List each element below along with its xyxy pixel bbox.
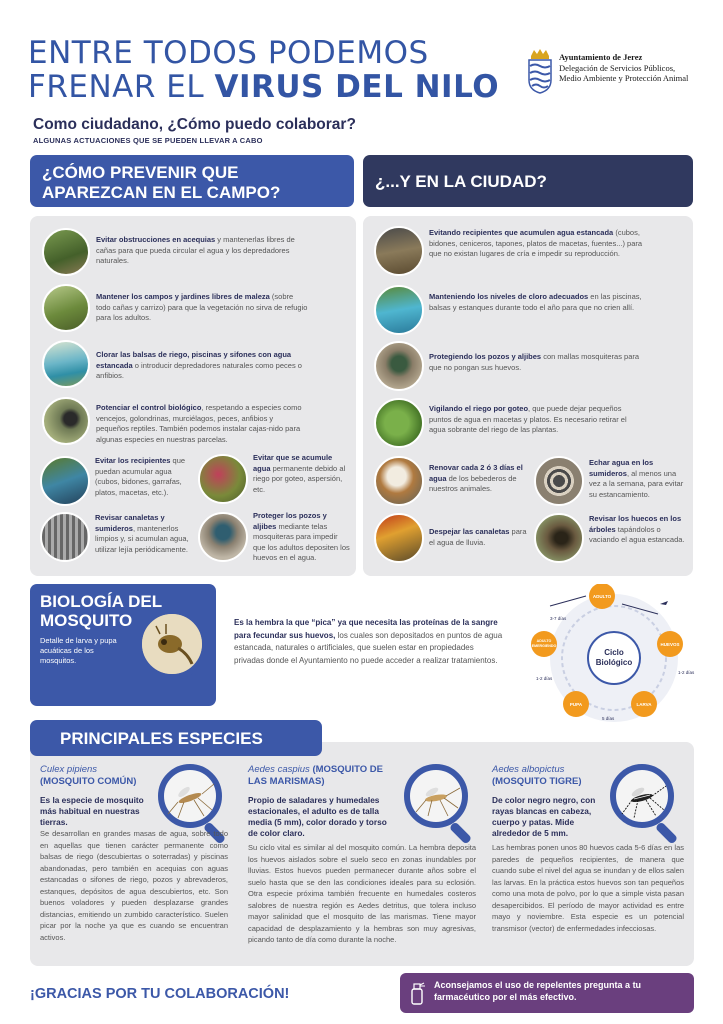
org-dept-line-2: Medio Ambiente y Protección Animal <box>559 73 689 83</box>
city-item-bold: Renovar cada 2 ó 3 días el agua <box>429 463 523 483</box>
prevent-item-text: (sobre todo cañas y carrizo) para que la vegetación no sirva de refugio para los adultos. <box>96 292 308 322</box>
prevent-item-bold: Evitar los recipientes <box>95 456 171 465</box>
sprinkler-photo <box>198 454 248 504</box>
spray-bottle-icon <box>408 981 426 1005</box>
repellent-advice: Aconsejamos el uso de repelentes pregunta a tu farmacéutico por el más efectivo. <box>400 973 694 1013</box>
city-item-bold: Echar agua en los sumideros <box>589 458 654 478</box>
biology-text-bold: Es la hembra la que “pica” ya que necesita las proteínas de la sangre para fecundar sus huevos, <box>234 618 498 640</box>
city-item-text: con mallas mosquiteras para que no pongan sus huevos. <box>429 352 640 372</box>
pool-photo <box>42 340 90 388</box>
title-highlight: VIRUS DEL NILO <box>214 69 500 105</box>
species-heading: PRINCIPALES ESPECIES <box>30 720 322 756</box>
stage-label-eggs: HUEVOS <box>660 642 680 647</box>
albopictus-latin: Aedes albopictus <box>492 764 565 775</box>
stage-label-adult: ADULTO <box>592 594 612 599</box>
biology-text <box>234 617 504 667</box>
life-cycle-diagram <box>510 584 700 726</box>
albopictus-lead: De color negro negro, con rayas blancas en cabeza, cuerpo y patas. Mide alrededor de 5 mm. <box>492 795 596 838</box>
cycle-duration-1: 3-7 días <box>550 616 567 621</box>
bird-photo <box>42 397 90 445</box>
cycle-title-line-1: Ciclo <box>604 648 624 657</box>
culex-magnifier-icon <box>158 764 222 828</box>
prevent-item <box>253 511 351 564</box>
larva-magnifier-icon <box>136 608 208 680</box>
city-item-bold: Despejar las canaletas <box>429 527 510 536</box>
prevent-item <box>95 456 193 498</box>
city-item-bold: Manteniendo los niveles de cloro adecuados <box>429 292 589 301</box>
cycle-duration-2: 1-2 días <box>678 670 695 675</box>
caspius-latin: Aedes caspius <box>248 764 310 775</box>
collaborate-question: Como ciudadano, ¿Cómo puedo colaborar? <box>33 116 356 133</box>
city-item-bold: Vigilando el riego por goteo <box>429 404 529 413</box>
stage-adult <box>589 584 615 609</box>
culex-lead: Es la especie de mosquito más habitual en nuestras tierras. <box>40 795 144 827</box>
larva-pupa-icon <box>142 614 202 674</box>
prevent-item-bold: Potenciar el control biológico <box>96 403 202 412</box>
caspius-mosquito-icon <box>410 770 462 822</box>
prevent-item <box>96 403 308 445</box>
bucket-photo <box>374 226 424 276</box>
caspius-magnifier-icon <box>404 764 468 828</box>
prevent-item <box>96 235 308 267</box>
prevent-item <box>96 350 308 382</box>
city-item <box>429 527 529 548</box>
stage-larva <box>631 691 657 717</box>
prevent-item <box>96 292 308 324</box>
caspius-name <box>248 764 388 788</box>
thanks-message: ¡GRACIAS POR TU COLABORACIÓN! <box>30 986 290 1002</box>
prevent-item <box>253 453 351 495</box>
cycle-title-line-2: Biológico <box>595 658 633 667</box>
prevent-item-bold: Evitar obstrucciones en acequias <box>96 235 216 244</box>
title-line-2-prefix: FRENAR EL <box>28 69 215 105</box>
prevent-item-bold: Clorar las balsas de riego, piscinas y sifones con agua estancada <box>96 350 292 370</box>
biology-caption: Detalle de larva y pupa acuáticas de los mosquitos. <box>40 636 117 665</box>
biology-title: BIOLOGÍA DEL MOSQUITO <box>40 592 162 630</box>
cycle-duration-3: 5 días <box>602 716 615 721</box>
culex-name <box>40 764 170 788</box>
title-line-1: ENTRE TODOS PODEMOS <box>28 35 429 71</box>
culex-latin: Culex pipiens <box>40 764 98 775</box>
culex-common-name: (MOSQUITO COMÚN) <box>40 776 137 787</box>
stage-adult-emerging <box>531 631 557 657</box>
prevent-item-text: mediante telas mosquiteras para impedir que los adultos depositen los huevos en el agua. <box>253 521 350 562</box>
title-line-2 <box>28 70 528 104</box>
stage-label-emerging-2: EMERGIENDO <box>531 644 557 648</box>
caspius-description: Su ciclo vital es similar al del mosquito común. La hembra deposita los huevos aislados sobre el suelo seco en zonas inundables por lluvias. Estos huevos pueden permanecer durante años sobre el suelo hasta que se den las condiciones ideales para su eclosión. Otra especie próxima también frecuente en humedales costeros salobres de nuestra región es Aedes detritus, que tolera incluso mayor salinidad que el mosquito de las marismas. Tiene mayor capacidad de desplazamiento y la hembras son muy agresivas, picando tanto de día como durante la noche. <box>248 843 476 944</box>
city-item <box>429 463 529 495</box>
culex-mosquito-icon <box>164 770 216 822</box>
city-item-text: , que puede dejar pequeños puntos de agua en macetas y platos. Es necesario retirar el agua sobrante del riego de las plantas. <box>429 404 627 434</box>
city-item-bold: Protegiendo los pozos y aljibes <box>429 352 542 361</box>
drip-irrigation-photo <box>374 398 424 448</box>
prevent-item-text: permanente debido al riego por goteo, aspersión, etc. <box>253 463 346 494</box>
city-item <box>429 292 643 313</box>
city-heading: ¿...Y EN LA CIUDAD? <box>363 155 693 207</box>
well-photo <box>198 512 248 562</box>
city-item-text: tapándolos o vaciando el agua estancada. <box>589 524 685 544</box>
city-item-bold: Revisar los huecos en los árboles <box>589 514 682 534</box>
city-item <box>589 458 689 500</box>
albopictus-magnifier-icon <box>610 764 674 828</box>
poster-title <box>28 36 528 104</box>
prevent-item-bold: Mantener los campos y jardines libres de maleza <box>96 292 270 301</box>
prevent-item-text: y mantenerlas libres de cañas para que pueda circular el agua y los depredadores naturales. <box>96 235 295 265</box>
stage-label-pupa: PUPA <box>569 702 583 707</box>
albopictus-mosquito-icon <box>616 770 668 822</box>
city-item <box>589 514 689 546</box>
prevent-item <box>95 513 193 555</box>
prevent-item-text: o introducir depredadores naturales como peces o anfibios. <box>96 360 302 380</box>
gutter-photo <box>374 513 424 563</box>
albopictus-name <box>492 764 612 788</box>
prevent-item-bold: Proteger los pozos y aljibes <box>253 511 327 531</box>
city-well-photo <box>374 341 424 391</box>
prevent-item-bold: Evitar que se acumule agua <box>253 453 333 473</box>
city-item-text: para el agua de lluvia. <box>429 527 527 547</box>
prevent-item-bold: Revisar canaletas y sumideros <box>95 513 165 533</box>
floor-drain-photo <box>534 456 584 506</box>
prevent-item-text: , respetando a especies como vencejos, golondrinas, murciélagos, peces, anfibios y pequeños reptiles. También podemos instalar cajas-nido para algunas especies en nuestras parcelas. <box>96 403 302 444</box>
city-pool-photo <box>374 285 424 335</box>
canal-photo <box>42 228 90 276</box>
cycle-duration-4: 1-2 días <box>536 676 553 681</box>
stage-label-emerging-1: ADULTO <box>536 639 552 643</box>
prevent-item-text: , mantenerlos limpios y, si acumulan agua, utilizar lejía periódicamente. <box>95 523 189 554</box>
org-dept-line-1: Delegación de Servicios Públicos, <box>559 62 676 73</box>
stage-pupa <box>563 691 589 717</box>
prevent-item-text: que puedan acumular agua (cubos, bidones, garrafas, platos, macetas, etc.). <box>95 456 186 497</box>
collaborate-subtitle: ALGUNAS ACTUACIONES QUE SE PUEDEN LLEVAR A CABO <box>33 136 263 145</box>
caspius-common-name: (MOSQUITO DE LAS MARISMAS) <box>248 764 383 787</box>
organization-info <box>559 52 719 84</box>
tree-hole-photo <box>534 513 584 563</box>
albopictus-common-name: (MOSQUITO TIGRE) <box>492 776 582 787</box>
albopictus-description: Las hembras ponen unos 80 huevos cada 5-6 días en las paredes de pequeños recipientes, de manera que cuando sube el nivel del agua se inundan y de ellos salen las larvas. En la práctica estos huevos son tan pequeños como una mota de polvo, por lo que a simple vista pasan desapercibidos. El período de mayor actividad es entre mayo y noviembre. Esta especie es un potencial transmisor (vector) de enfermedades infecciosas. <box>492 843 684 933</box>
culex-description: Se desarrollan en grandes masas de agua, sobre todo en aquellas que tienen carácter permanente como balsas de riego (descubiertas o soterradas) y piscinas abandonadas, pero también en acequias con aguas estancadas o sifones de riego, pozos y abrevaderos, estanques, depósitos de agua descubiertos, etc. Son buenos voladores y pueden desplazarse grandes distancias, emitiendo un zumbido característico. Suelen picar por la noche ya que es cuando se encuentran activos. <box>40 829 228 942</box>
city-item-text: (cubos, bidones, ceniceros, tapones, platos de macetas, fuentes...) para que no existan lugares de cría e impedir su reproducción. <box>429 228 643 258</box>
city-item-text: , al menos una vez a la semana, para evitar su estancamiento. <box>589 468 684 499</box>
city-item <box>429 228 643 260</box>
caspius-lead: Propio de saladares y humedales estacionales, el adulto es de talla media (5 mm), color dorado y torso de color claro. <box>248 795 387 838</box>
containers-photo <box>40 456 90 506</box>
biology-text-rest: los cuales son depositados en puntos de agua estancada, naturales o artificiales, que suelen estar en propiedades privadas donde el Ayuntamiento no puede acceder a realizar tratamientos. <box>234 630 503 665</box>
city-item-text: en las piscinas, balsas y estanques durante todo el año para que no crien allí. <box>429 292 642 312</box>
stage-label-larva: LARVA <box>636 702 652 707</box>
city-item-bold: Evitando recipientes que acumulen agua estancada <box>429 228 614 237</box>
city-item <box>429 352 643 373</box>
prevent-field-heading: ¿CÓMO PREVENIR QUE APAREZCAN EN EL CAMPO? <box>30 155 354 207</box>
dog-water-bowl-photo <box>374 456 424 506</box>
jerez-crest-icon <box>527 48 553 94</box>
city-item <box>429 404 643 436</box>
city-item-text: de los bebederos de nuestros animales. <box>429 473 517 493</box>
stage-eggs <box>657 631 683 657</box>
weeds-photo <box>42 284 90 332</box>
drain-grate-photo <box>40 512 90 562</box>
org-name: Ayuntamiento de Jerez <box>559 52 643 62</box>
